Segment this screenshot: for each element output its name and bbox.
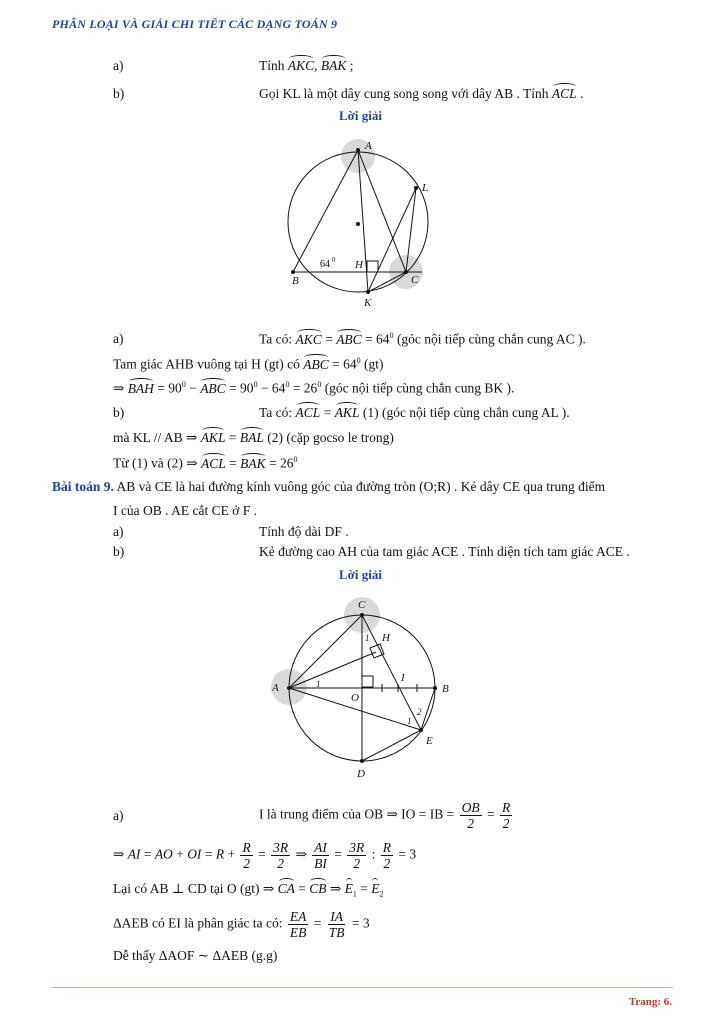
label-K: K <box>364 297 372 309</box>
p9-a-text: Tính độ dài DF . <box>259 524 349 539</box>
label-C: C <box>411 274 419 286</box>
label-B2: B <box>442 683 449 695</box>
sol-b-line1: Ta có: ACL = AKL (1) (góc nội tiếp cùng chắn cung AL ). <box>259 405 570 420</box>
svg-text:1: 1 <box>407 716 412 726</box>
svg-text:1: 1 <box>365 633 370 643</box>
problem9-text2: I của OB . AE cắt CE ở F . <box>113 503 257 518</box>
p9-sol-line2: ⇒ AI = AO + OI = R + $\frac{R}{2}$ = $\frac{3R}{2}$ ⇒ $\frac{AI}{BI}$ = $\frac{3R}{2}$ : $\frac{R}{2}$ = 3 <box>113 840 417 871</box>
part-a-label: a) <box>113 58 124 73</box>
label-O2: O <box>351 692 359 704</box>
p9-sol-line3: Lại có AB ⊥ CD tại O (gt) ⇒ CA = CB ⇒ $E_1 = E_2$ <box>113 881 384 899</box>
label-E2: E <box>426 735 433 747</box>
label-A: A <box>365 140 372 152</box>
sol-a-label: a) <box>113 331 124 346</box>
label-I2: I <box>401 672 405 684</box>
label-H2: H <box>382 632 390 644</box>
p9-sol-line4: ΔAEB có EI là phân giác ta có: $\frac{EA}{EB}$ = $\frac{IA}{TB}$ = 3 <box>113 909 370 940</box>
part-b-label: b) <box>113 86 125 101</box>
p9-a-label: a) <box>113 524 124 539</box>
sol-line5: mà KL // AB ⇒ AKL = BAL (2) (cặp gocso le trong) <box>113 430 394 445</box>
p9-sol-a-label: a) <box>113 808 124 823</box>
sol-a-line1: Ta có: AKC = ABC = $64^0$ (góc nội tiếp cùng chắn cung AC ). <box>259 331 586 347</box>
p9-b-text: Kẻ đường cao AH của tam giác ACE . Tính diện tích tam giác ACE . <box>259 544 630 559</box>
sol-line3: ⇒ BAH = $90^0$ − ABC = $90^0 - 64^0 = 26^0$ (góc nội tiếp cùng chắn cung BK ). <box>113 380 515 396</box>
label-L: L <box>422 182 429 194</box>
svg-text:2: 2 <box>417 707 422 717</box>
footer-divider <box>52 987 673 988</box>
figure-2 <box>266 592 466 788</box>
page-header: PHÂN LOẠI VÀ GIẢI CHI TIẾT CÁC DẠNG TOÁN 9 <box>52 17 338 31</box>
svg-text:0: 0 <box>332 256 336 264</box>
figure-1 <box>270 130 450 320</box>
p9-b-label: b) <box>113 544 125 559</box>
part-b-text: Gọi KL là một dây cung song song với dây AB . Tính ACL . <box>259 86 584 101</box>
sol-line2: Tam giác AHB vuông tại H (gt) có ABC = $64^0$ (gt) <box>113 356 384 372</box>
sol-b-label: b) <box>113 405 125 420</box>
p9-sol-line5: Dễ thấy ΔAOF ∼ ΔAEB (g.g) <box>113 948 278 963</box>
label-B: B <box>292 275 299 287</box>
label-C2: C <box>358 599 366 611</box>
problem9-text1: Bài toán 9. AB và CE là hai đường kính vuông góc của đường tròn (O;R) . Kẻ dây CE qua trung điểm <box>52 479 606 494</box>
part-a-text: Tính AKC, BAK ; <box>259 58 354 73</box>
angle-label: 64 <box>320 259 330 270</box>
solution-heading-1: Lời giải <box>339 108 382 123</box>
sol-line6: Từ (1) và (2) ⇒ ACL = BAK = $26^0$ <box>113 455 298 471</box>
svg-text:1: 1 <box>316 679 321 689</box>
solution-heading-2: Lời giải <box>339 567 382 582</box>
label-A2: A <box>272 682 279 694</box>
label-H: H <box>355 259 363 271</box>
label-D2: D <box>357 768 365 780</box>
p9-sol-a1: I là trung điểm của OB ⇒ IO = IB = $\frac{OB}{2}$ = $\frac{R}{2}$ <box>259 800 511 831</box>
page-number: Trang: 6. <box>628 996 672 1008</box>
